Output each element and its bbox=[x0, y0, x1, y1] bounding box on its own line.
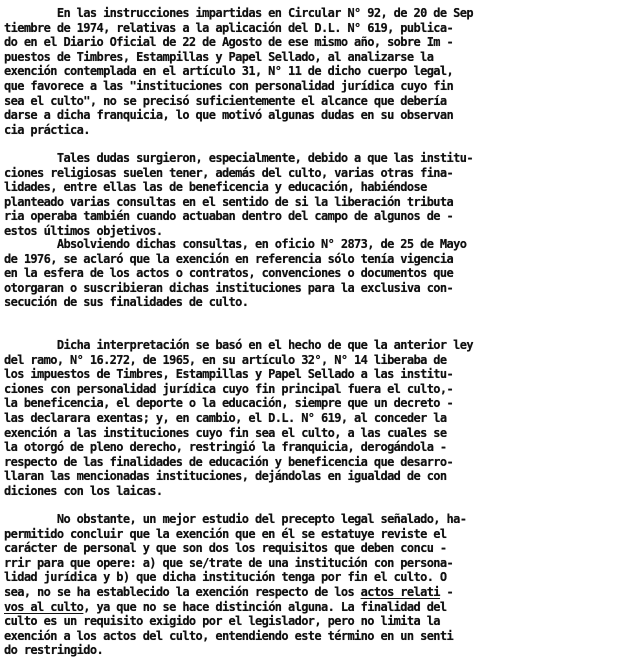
paragraph-interpretacion bbox=[4, 338, 626, 499]
text-line: ria operaba también cuando actuaban dentro del campo de algunos de - bbox=[4, 209, 454, 224]
paragraph-circular-92 bbox=[4, 6, 626, 137]
text-line: lidad jurídica y b) que dicha institución tenga por fin el culto. O bbox=[4, 570, 447, 585]
text-line: llaran las mencionadas instituciones, dejándolas en igualdad de con bbox=[4, 469, 447, 484]
text-line: do en el Diario Oficial de 22 de Agosto de ese mismo año, sobre Im - bbox=[4, 35, 454, 50]
text-line: sea el culto", no se precisó suficientemente el alcance que debería bbox=[4, 93, 447, 108]
text-line: Dicha interpretación se basó en el hecho de que la anterior ley bbox=[4, 338, 473, 352]
text-line: En las instrucciones impartidas en Circular N° 92, de 20 de Sep bbox=[4, 6, 473, 20]
text-line: carácter de personal y que son dos los requisitos que deben concu - bbox=[4, 541, 447, 556]
text-line: que favorece a las "instituciones con personalidad jurídica cuyo fin bbox=[4, 78, 454, 93]
text-line-underlined: sea, no se ha establecido la exención respecto de los actos relati - bbox=[4, 584, 454, 599]
underlined-phrase: actos relati bbox=[360, 584, 440, 599]
paragraph-dudas-surgieron bbox=[4, 151, 626, 239]
text-line: do restringido. bbox=[4, 643, 104, 658]
text-line: exención a los actos del culto, entendiendo este término en un senti bbox=[4, 628, 454, 643]
text-line: otorgaran o suscribieran dichas instituciones para la exclusiva con- bbox=[4, 280, 454, 295]
text-line: planteado varias consultas en el sentido de si la liberación tributa bbox=[4, 194, 454, 209]
text-line: exención a las instituciones cuyo fin sea el culto, a las cuales se bbox=[4, 425, 447, 440]
text-line: en la esfera de los actos o contratos, convenciones o documentos que bbox=[4, 266, 454, 281]
text-line: las declarara exentas; y, en cambio, el D.L. N° 619, al conceder la bbox=[4, 410, 447, 425]
text-line: exención contemplada en el artículo 31, N° 11 de dicho cuerpo legal, bbox=[4, 64, 454, 79]
text-line: lidades, entre ellas las de beneficencia y educación, habiéndose bbox=[4, 180, 427, 195]
text-line: ciones religiosas suelen tener, además del culto, varias otras fina- bbox=[4, 165, 454, 180]
paragraph-no-obstante bbox=[4, 512, 626, 658]
text-line: ciones con personalidad jurídica cuyo fin principal fuera el culto,- bbox=[4, 381, 454, 396]
text-line: rrir para que opere: a) que se/trate de una institución con persona- bbox=[4, 555, 454, 570]
underlined-phrase: vos al culto bbox=[4, 599, 84, 614]
text-line: Tales dudas surgieron, especialmente, debido a que las institu- bbox=[4, 151, 473, 165]
text-line: los impuestos de Timbres, Estampillas y Papel Sellado a las institu- bbox=[4, 367, 454, 382]
text-line: respecto de las finalidades de educación y beneficencia que desarro- bbox=[4, 454, 454, 469]
paragraph-oficio-2873 bbox=[4, 237, 626, 310]
text-line: cia práctica. bbox=[4, 122, 90, 137]
text-line: No obstante, un mejor estudio del precepto legal señalado, ha- bbox=[4, 512, 467, 526]
text-line: tiembre de 1974, relativas a la aplicación del D.L. N° 619, publica- bbox=[4, 20, 454, 35]
text-line: darse a dicha franquicia, lo que motivó algunas dudas en su observan bbox=[4, 108, 454, 123]
text-line: diciones con los laicas. bbox=[4, 483, 163, 498]
text-line: secución de sus finalidades de culto. bbox=[4, 295, 249, 310]
text-line: la beneficencia, el deporte o la educación, siempre que un decreto - bbox=[4, 396, 454, 411]
text-line: estos últimos objetivos. bbox=[4, 223, 163, 238]
text-line: culto es un requisito exigido por el legislador, pero no limita la bbox=[4, 614, 440, 629]
text-line: Absolviendo dichas consultas, en oficio N° 2873, de 25 de Mayo bbox=[4, 237, 467, 251]
text-line: permitido concluir que la exención que en él se estatuye reviste el bbox=[4, 526, 447, 541]
text-line: de 1976, se aclaró que la exención en referencia sólo tenía vigencia bbox=[4, 251, 454, 266]
text-line: la otorgó de pleno derecho, restringió la franquicia, derogándola - bbox=[4, 440, 447, 455]
text-line: puestos de Timbres, Estampillas y Papel Sellado, al analizarse la bbox=[4, 49, 434, 64]
text-line: del ramo, N° 16.272, de 1965, en su artículo 32°, N° 14 liberaba de bbox=[4, 352, 447, 367]
text-line-underlined: vos al culto, ya que no se hace distinción alguna. La finalidad del bbox=[4, 599, 447, 614]
